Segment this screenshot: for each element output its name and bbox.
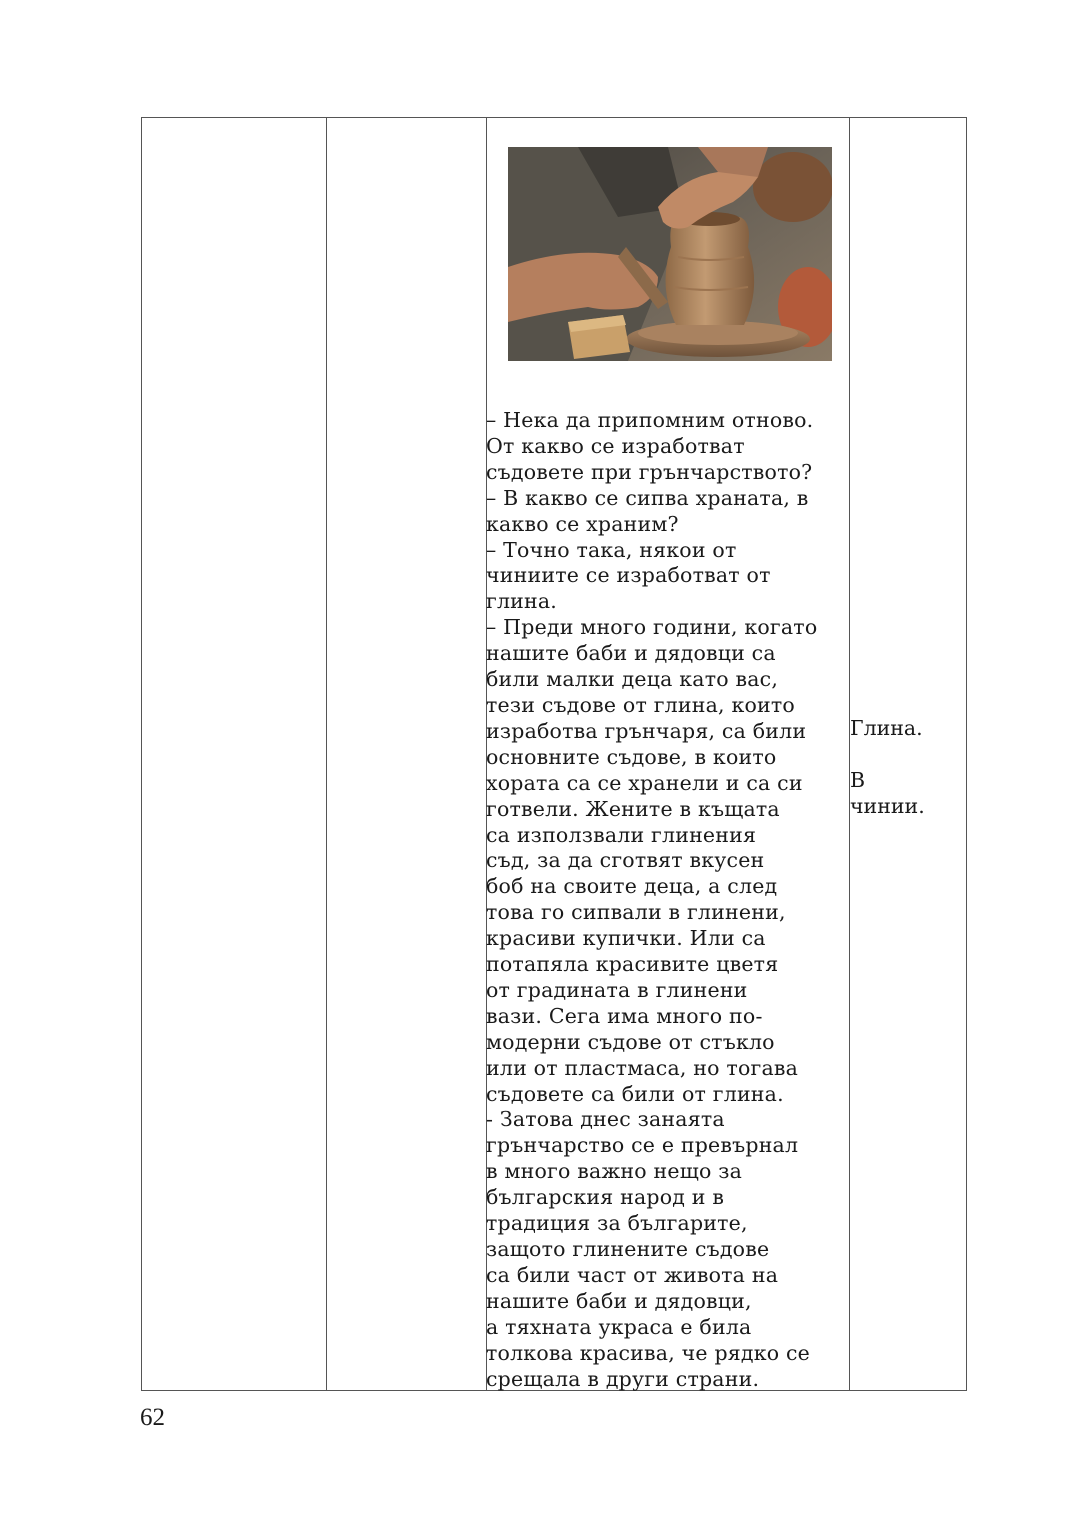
dialogue-line: българския народ и в <box>486 1185 725 1210</box>
dialogue-line: – Точно така, някои от <box>486 537 737 562</box>
dialogue-line: какво се храним? <box>486 511 679 536</box>
answer-spacer <box>850 742 964 768</box>
dialogue-line: защото глинените съдове <box>486 1237 770 1261</box>
dialogue-line: основните съдове, в които <box>486 744 777 769</box>
dialogue-line: От какво се изработват <box>486 433 745 458</box>
dialogue-line: а тяхната украса е била <box>486 1314 752 1339</box>
dialogue-line: – Преди много години, когато <box>486 615 818 640</box>
dialogue-line: нашите баби и дядовци са <box>486 641 776 666</box>
dialogue-line: са били част от живота на <box>486 1262 779 1287</box>
dialogue-line: съд, за да сготвят вкусен <box>486 848 765 873</box>
dialogue-line: – Нека да припомним отново. <box>486 408 814 432</box>
dialogue-line: толкова красива, че рядко се <box>486 1340 811 1365</box>
dialogue-line: съдовете при грънчарството? <box>486 459 813 484</box>
dialogue-line: потапяла красивите цветя <box>486 952 779 977</box>
dialogue-line: чиниите се изработват от <box>486 563 771 588</box>
dialogue-line: или от пластмаса, но тогава <box>486 1055 799 1080</box>
page-number: 62 <box>140 1404 165 1431</box>
dialogue-line: изработва грънчаря, са били <box>486 718 807 743</box>
dialogue-line: са използвали глинения <box>486 822 757 847</box>
dialogue-line: нашите баби и дядовци, <box>486 1288 752 1313</box>
answer-clay: Глина. <box>850 716 923 740</box>
dialogue-line: тези съдове от глина, които <box>486 692 795 717</box>
column-divider-1 <box>326 118 327 1390</box>
dialogue-line: от градината в глинени <box>486 977 748 1002</box>
dialogue-line: готвели. Жените в къщата <box>486 796 780 821</box>
dialogue-line: - Затова днес занаята <box>486 1107 725 1132</box>
dialogue-line: съдовете са били от глина. <box>486 1081 784 1106</box>
dialogue-line: красиви купички. Или са <box>486 926 766 951</box>
dialogue-line: хората са се хранели и са си <box>486 770 803 795</box>
answer-plates-line-1: В <box>850 767 866 792</box>
pottery-photo <box>508 147 832 361</box>
dialogue-line: боб на своите деца, а след <box>486 874 778 899</box>
dialogue-line: били малки деца като вас, <box>486 667 779 692</box>
teacher-dialogue <box>486 408 848 1392</box>
dialogue-line: вази. Сега има много по- <box>486 1003 763 1028</box>
dialogue-line: грънчарство се е превърнал <box>486 1133 799 1158</box>
answer-plates-line-2: чинии. <box>850 793 925 818</box>
dialogue-line: традиция за българите, <box>486 1211 748 1236</box>
dialogue-line: в много важно нещо за <box>486 1159 743 1184</box>
dialogue-line: модерни съдове от стъкло <box>486 1029 775 1054</box>
dialogue-line: срещала в други страни. <box>486 1366 760 1391</box>
dialogue-line: – В какво се сипва храната, в <box>486 485 809 510</box>
dialogue-line: това го сипвали в глинени, <box>486 900 786 925</box>
student-answers <box>850 716 964 820</box>
dialogue-line: глина. <box>486 589 558 614</box>
